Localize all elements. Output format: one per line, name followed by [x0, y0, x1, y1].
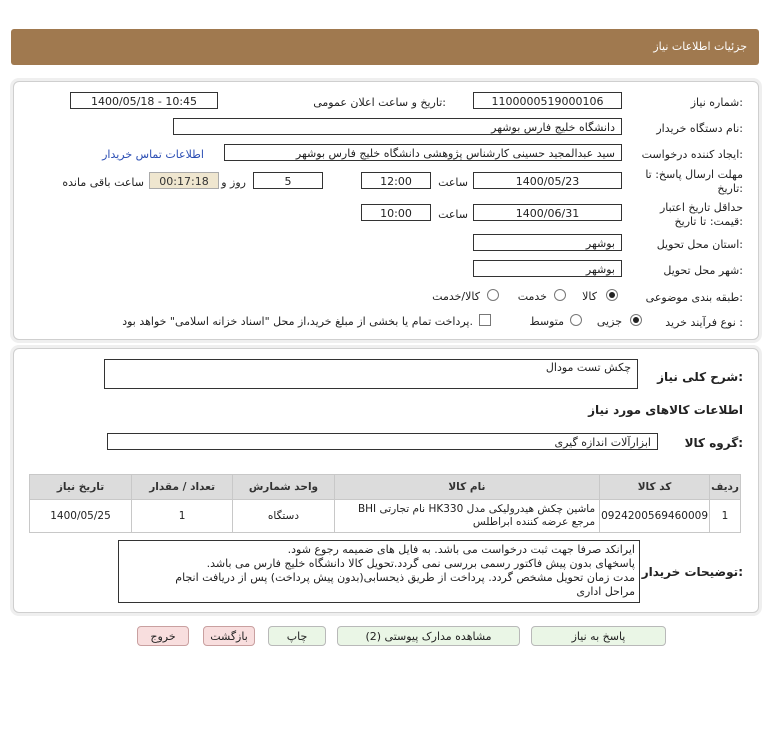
creator-field: سید عبدالمجید حسینی کارشناس پژوهشی دانشگاه خلیج فارس بوشهر	[224, 144, 622, 161]
cell-date: 1400/05/25	[30, 500, 132, 533]
col-unit: واحد شمارش	[233, 475, 335, 500]
buyer-org-label: نام دستگاه خریدار:	[656, 122, 743, 135]
process-minor-radio[interactable]	[630, 314, 642, 326]
reply-date-field: 1400/05/23	[473, 172, 622, 189]
process-label: نوع فرآیند خرید :	[665, 316, 743, 329]
reply-time-field: 12:00	[361, 172, 431, 189]
items-heading: اطلاعات کالاهای مورد نیاز	[588, 403, 743, 417]
cell-unit: دستگاه	[233, 500, 335, 533]
treasury-payment-checkbox[interactable]	[479, 314, 491, 326]
buyer-notes-line-4: مراحل اداری	[576, 585, 635, 598]
days-label: روز و	[221, 176, 246, 189]
buyer-contact-link[interactable]: اطلاعات تماس خریدار	[102, 148, 204, 161]
summary-label: شرح کلی نیاز:	[657, 370, 743, 384]
col-code: کد کالا	[600, 475, 710, 500]
need-number-field: 1100000519000106	[473, 92, 622, 109]
category-goods-label: کالا	[582, 290, 597, 303]
treasury-payment-note: پرداخت تمام یا بخشی از مبلغ خرید،از محل "اسناد خزانه اسلامی" خواهد بود.	[122, 315, 473, 328]
col-qty: تعداد / مقدار	[132, 475, 233, 500]
page-title: جزئیات اطلاعات نیاز	[653, 40, 747, 53]
col-name: نام کالا	[334, 475, 599, 500]
need-number-label: شماره نیاز:	[690, 96, 743, 109]
remaining-timer: 00:17:18	[149, 172, 219, 189]
validity-time-label: ساعت	[438, 208, 468, 221]
cell-qty: 1	[132, 500, 233, 533]
remaining-label: ساعت باقی مانده	[62, 176, 144, 189]
buyer-org-field: دانشگاه خلیج فارس بوشهر	[173, 118, 622, 135]
announce-label: تاریخ و ساعت اعلان عمومی:	[313, 96, 446, 109]
process-medium-label: متوسط	[529, 315, 564, 328]
validity-label: حداقل تاریخ اعتبار	[659, 201, 743, 214]
announce-field: 1400/05/18 - 10:45	[70, 92, 218, 109]
cell-code: 0924200569460009	[600, 500, 710, 533]
validity-time-field: 10:00	[361, 204, 431, 221]
province-field: بوشهر	[473, 234, 622, 251]
category-goods-service-radio[interactable]	[487, 289, 499, 301]
col-date: تاریخ نیاز	[30, 475, 132, 500]
process-minor-label: جزیی	[596, 315, 622, 328]
city-label: شهر محل تحویل:	[663, 264, 743, 277]
category-service-label: خدمت	[517, 290, 547, 303]
category-goods-radio[interactable]	[606, 289, 618, 301]
items-table	[29, 474, 741, 533]
reply-to-need-button[interactable]: پاسخ به نیاز	[531, 626, 666, 646]
days-field: 5	[253, 172, 323, 189]
col-row: ردیف	[710, 475, 741, 500]
reply-deadline-label-2: تاریخ:	[717, 182, 743, 195]
goods-group-label: گروه کالا:	[684, 436, 743, 450]
buyer-notes-box	[118, 540, 640, 603]
validity-label-2: قیمت: تا تاریخ:	[674, 215, 743, 228]
creator-label: ایجاد کننده درخواست:	[641, 148, 743, 161]
page-header	[11, 29, 759, 65]
category-goods-service-label: کالا/خدمت	[432, 290, 480, 303]
cell-name: ماشین چکش هیدرولیکی مدل HK330 نام تجارتی BHI مرجع عرضه کننده ابراطلس	[334, 500, 599, 533]
process-medium-radio[interactable]	[570, 314, 582, 326]
category-label: طبقه بندی موضوعی:	[645, 291, 743, 304]
buyer-notes-label: توضیحات خریدار:	[641, 565, 743, 579]
goods-group-field: ابزارآلات اندازه گیری	[107, 433, 658, 450]
city-field: بوشهر	[473, 260, 622, 277]
buyer-notes-line-3: مدت زمان تحویل مشخص گردد. پرداخت از طریق ذیحسابی(بدون پیش پرداخت) پس از دریافت انجام	[175, 571, 635, 584]
reply-time-label: ساعت	[438, 176, 468, 189]
reply-deadline-label: مهلت ارسال پاسخ: تا	[645, 168, 743, 181]
print-button[interactable]: چاپ	[268, 626, 326, 646]
cell-row: 1	[710, 500, 741, 533]
province-label: استان محل تحویل:	[656, 238, 743, 251]
category-service-radio[interactable]	[554, 289, 566, 301]
back-button[interactable]: بازگشت	[203, 626, 255, 646]
items-table-header	[30, 475, 741, 500]
view-attachments-button[interactable]: مشاهده مدارک پیوستی (2)	[337, 626, 520, 646]
buyer-notes-line-2: پاسخهای بدون پیش فاکتور رسمی بررسی نمی گردد.تحویل کالا دانشگاه خلیج فارس می باشد.	[206, 557, 635, 570]
buyer-notes-line-1: ایرانکد صرفا جهت ثبت درخواست می باشد. به فایل های ضمیمه رجوع شود.	[287, 543, 635, 556]
validity-date-field: 1400/06/31	[473, 204, 622, 221]
table-row	[30, 500, 741, 533]
summary-field: چکش تست مودال	[104, 359, 638, 389]
exit-button[interactable]: خروج	[137, 626, 189, 646]
